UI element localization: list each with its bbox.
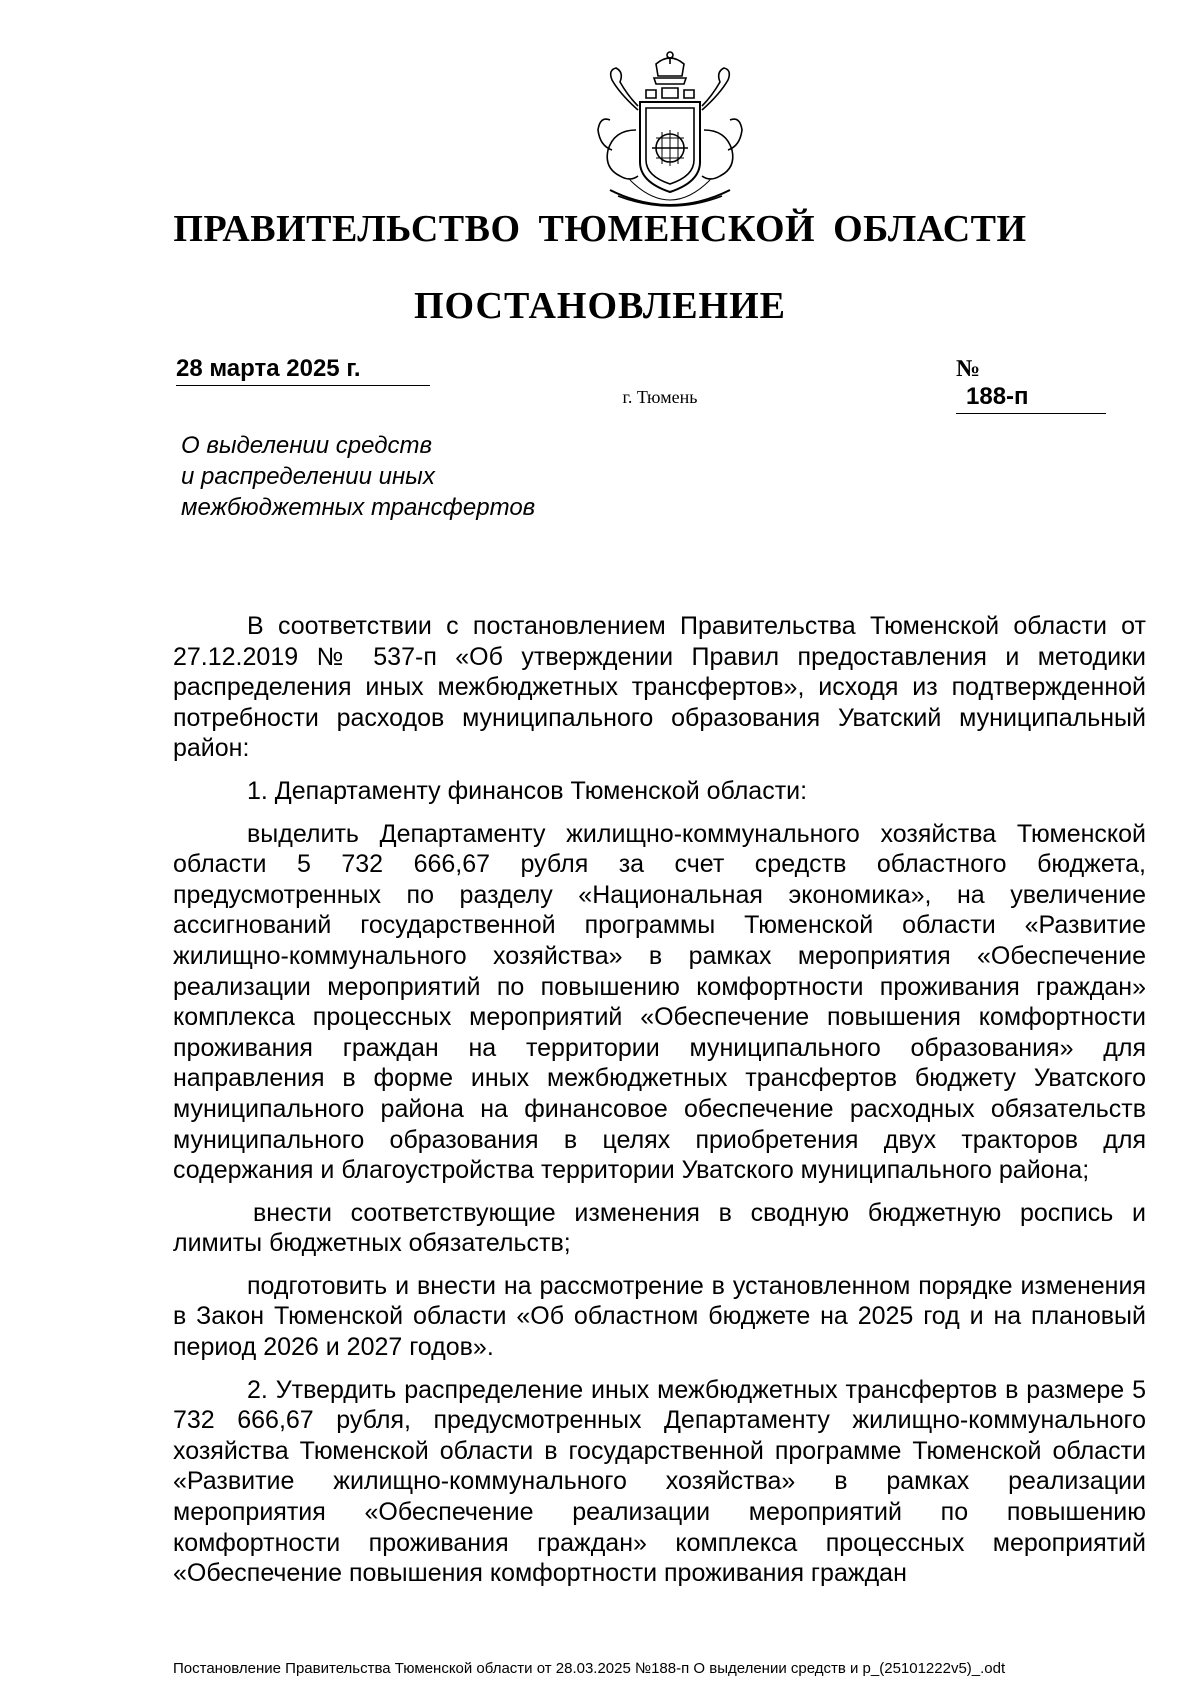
document-date: 28 марта 2025 г. xyxy=(176,355,430,386)
body-paragraph: подготовить и внести на рассмотрение в установленном порядке изменения в Закон Тюменской области «Об областном бюджете на 2025 год и на плановый период 2026 и 2027 годов». xyxy=(173,1271,1146,1362)
number-value: 188-п xyxy=(956,383,1106,414)
document-body xyxy=(173,611,1146,1601)
subject-line: и распределении иных xyxy=(181,463,435,490)
subject-line: межбюджетных трансфертов xyxy=(181,494,536,521)
body-paragraph: внести соответствующие изменения в сводную бюджетную роспись и лимиты бюджетных обязательств; xyxy=(173,1198,1146,1258)
subject-line: О выделении средств xyxy=(181,432,433,459)
body-paragraph: 1. Департаменту финансов Тюменской области: xyxy=(247,776,808,805)
number-sign: № xyxy=(956,356,981,382)
coat-of-arms-icon xyxy=(590,50,750,220)
body-paragraph: В соответствии с постановлением Правительства Тюменской области от 27.12.2019 № 537-п «Об утверждении Правил предоставления и методики распределения иных межбюджетных трансфертов», исходя из подтвержденной потребности расходов муниципального образования Уватский муниципальный район: xyxy=(173,612,1146,763)
body-paragraph: 2. Утвердить распределение иных межбюджетных трансфертов в размере 5 732 666,67 рубля, предусмотренных Департаменту жилищно-коммунального хозяйства Тюменской области в государственной программе Тюменской области «Развитие жилищно-коммунального хозяйства» в рамках реализации мероприятия «Обеспечение реализации мероприятий по повышению комфортности проживания граждан» комплекса процессных мероприятий «Обеспечение повышения комфортности проживания граждан xyxy=(173,1375,1146,1588)
city-label: г. Тюмень xyxy=(622,387,698,407)
document-subject xyxy=(181,430,681,523)
body-paragraph: выделить Департаменту жилищно-коммунального хозяйства Тюменской области 5 732 666,67 рубля за счет средств областного бюджета, предусмотренных по разделу «Национальная экономика», на увеличение ассигнований государственной программы Тюменской области «Развитие жилищно-коммунального хозяйства» в рамках мероприятия «Обеспечение реализации мероприятий по повышению комфортности проживания граждан» комплекса процессных мероприятий «Обеспечение повышения комфортности проживания граждан на территории муниципального образования» для направления в форме иных межбюджетных трансфертов бюджету Уватского муниципального района на финансовое обеспечение расходных обязательств муниципального образования в целях приобретения двух тракторов для содержания и благоустройства территории Уватского муниципального района; xyxy=(173,819,1146,1185)
page-footer: Постановление Правительства Тюменской области от 28.03.2025 №188-п О выделении средств и р_(25101222v5)_.odt xyxy=(173,1660,1006,1677)
document-type-title: ПОСТАНОВЛЕНИЕ xyxy=(413,285,787,327)
government-title: ПРАВИТЕЛЬСТВО ТЮМЕНСКОЙ ОБЛАСТИ xyxy=(173,208,1027,250)
